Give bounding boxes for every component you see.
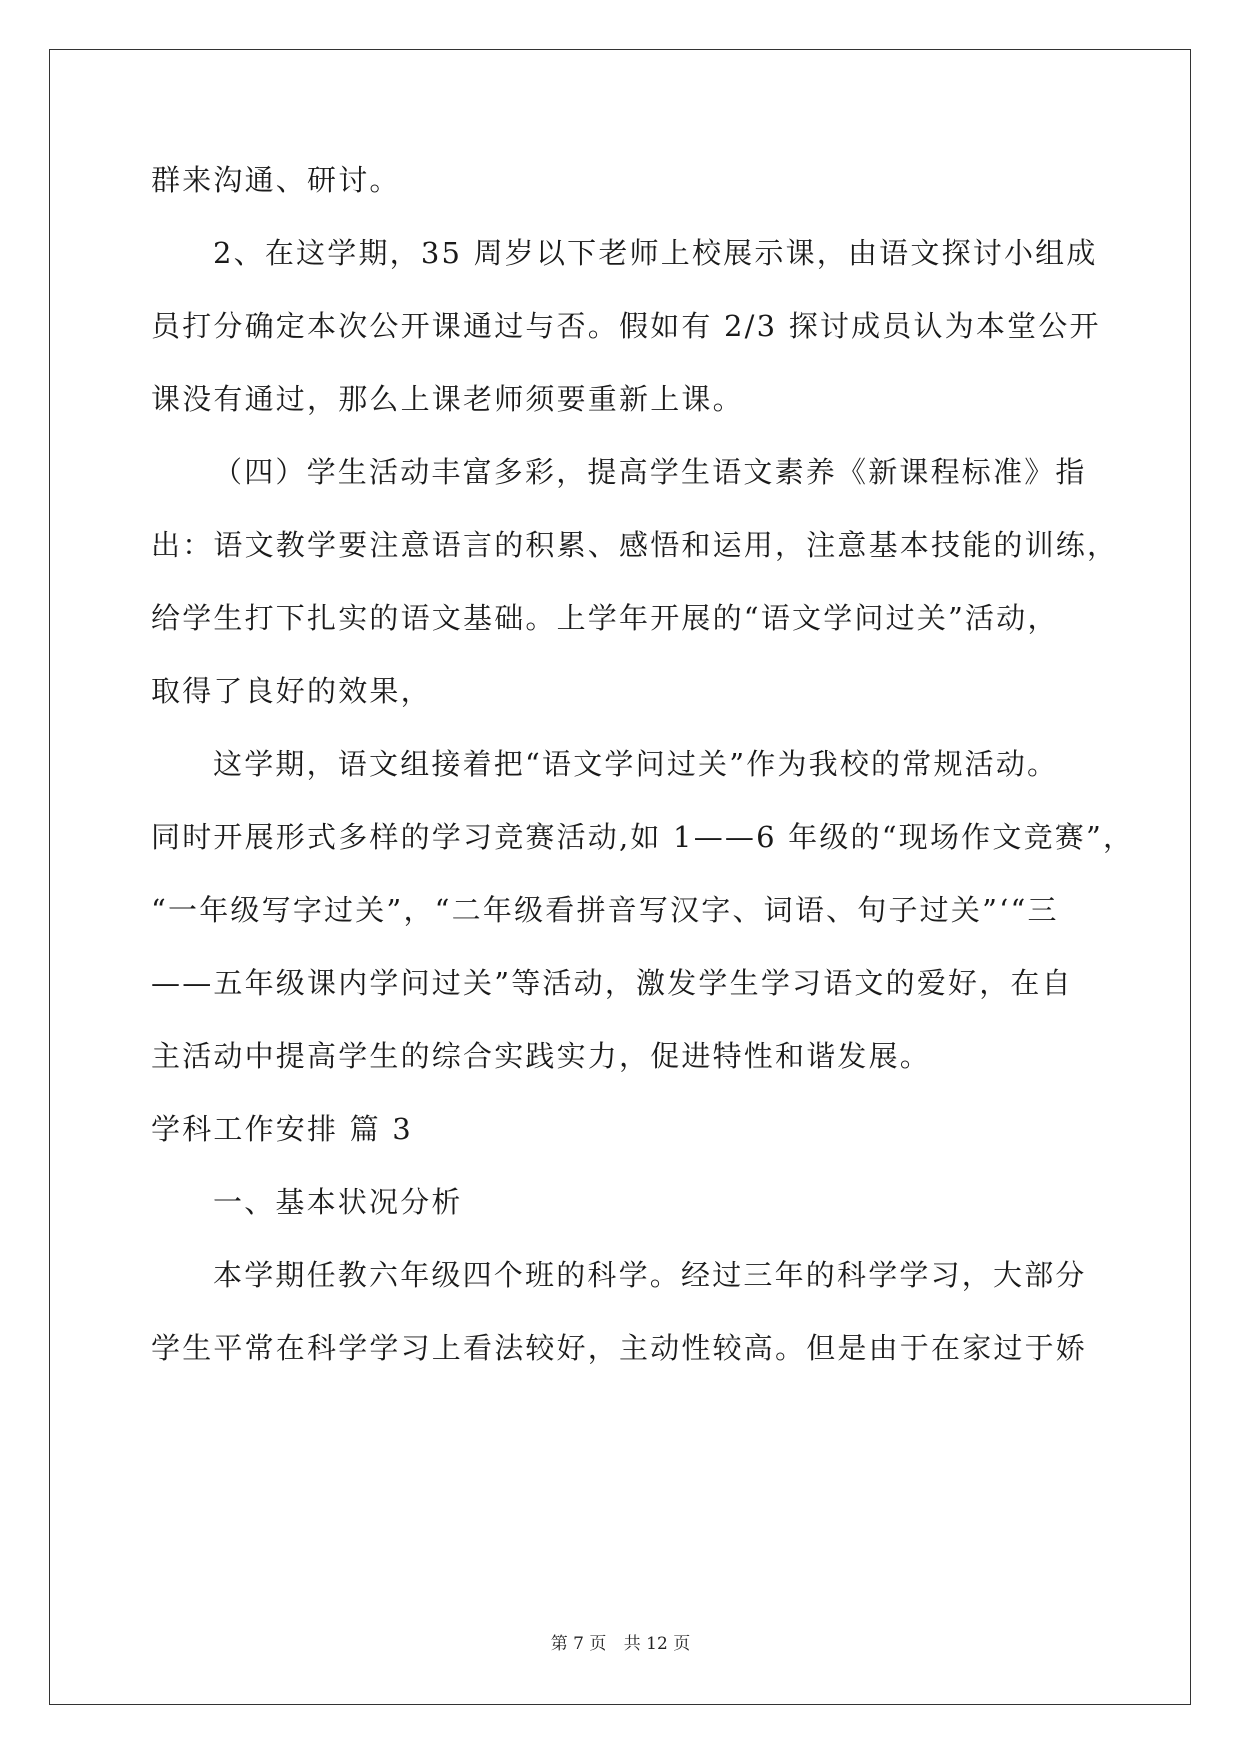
text-line: 给学生打下扎实的语文基础。上学年开展的“语文学问过关”活动，: [151, 601, 1059, 635]
text-line: 课没有通过，那么上课老师须要重新上课。: [151, 382, 744, 416]
text-line: “一年级写字过关”，“二年级看拼音写汉字、词语、句子过关”‘“三: [151, 893, 1059, 927]
subsection-heading: 一、基本状况分析: [213, 1185, 463, 1219]
section-heading: 学科工作安排 篇 3: [151, 1112, 413, 1146]
text-line: 群来沟通、研讨。: [151, 163, 401, 197]
text-line: 这学期，语文组接着把“语文学问过关”作为我校的常规活动。: [213, 747, 1059, 781]
text-line: 同时开展形式多样的学习竞赛活动,如 1——6 年级的“现场作文竞赛”，: [151, 820, 1135, 854]
text-line: 2、在这学期，35 周岁以下老师上校展示课，由语文探讨小组成: [213, 236, 1098, 270]
page-footer: [0, 1633, 1241, 1655]
page-border: [49, 49, 1191, 1705]
text-line: 取得了良好的效果，: [151, 674, 432, 708]
text-line: ——五年级课内学问过关”等活动，激发学生学习语文的爱好，在自: [151, 966, 1073, 1000]
page-total: 共 12 页: [623, 1634, 691, 1654]
text-line: 员打分确定本次公开课通过与否。假如有 2/3 探讨成员认为本堂公开: [151, 309, 1101, 343]
page-number: 第 7 页: [550, 1634, 607, 1654]
text-line: 出：语文教学要注意语言的积累、感悟和运用，注意基本技能的训练，: [151, 528, 1119, 562]
text-line: 主活动中提高学生的综合实践实力，促进特性和谐发展。: [151, 1039, 932, 1073]
text-line: （四）学生活动丰富多彩，提高学生语文素养《新课程标准》指: [213, 455, 1087, 489]
text-line: 学生平常在科学学习上看法较好，主动性较高。但是由于在家过于娇: [151, 1331, 1088, 1365]
text-line: 本学期任教六年级四个班的科学。经过三年的科学学习，大部分: [213, 1258, 1087, 1292]
